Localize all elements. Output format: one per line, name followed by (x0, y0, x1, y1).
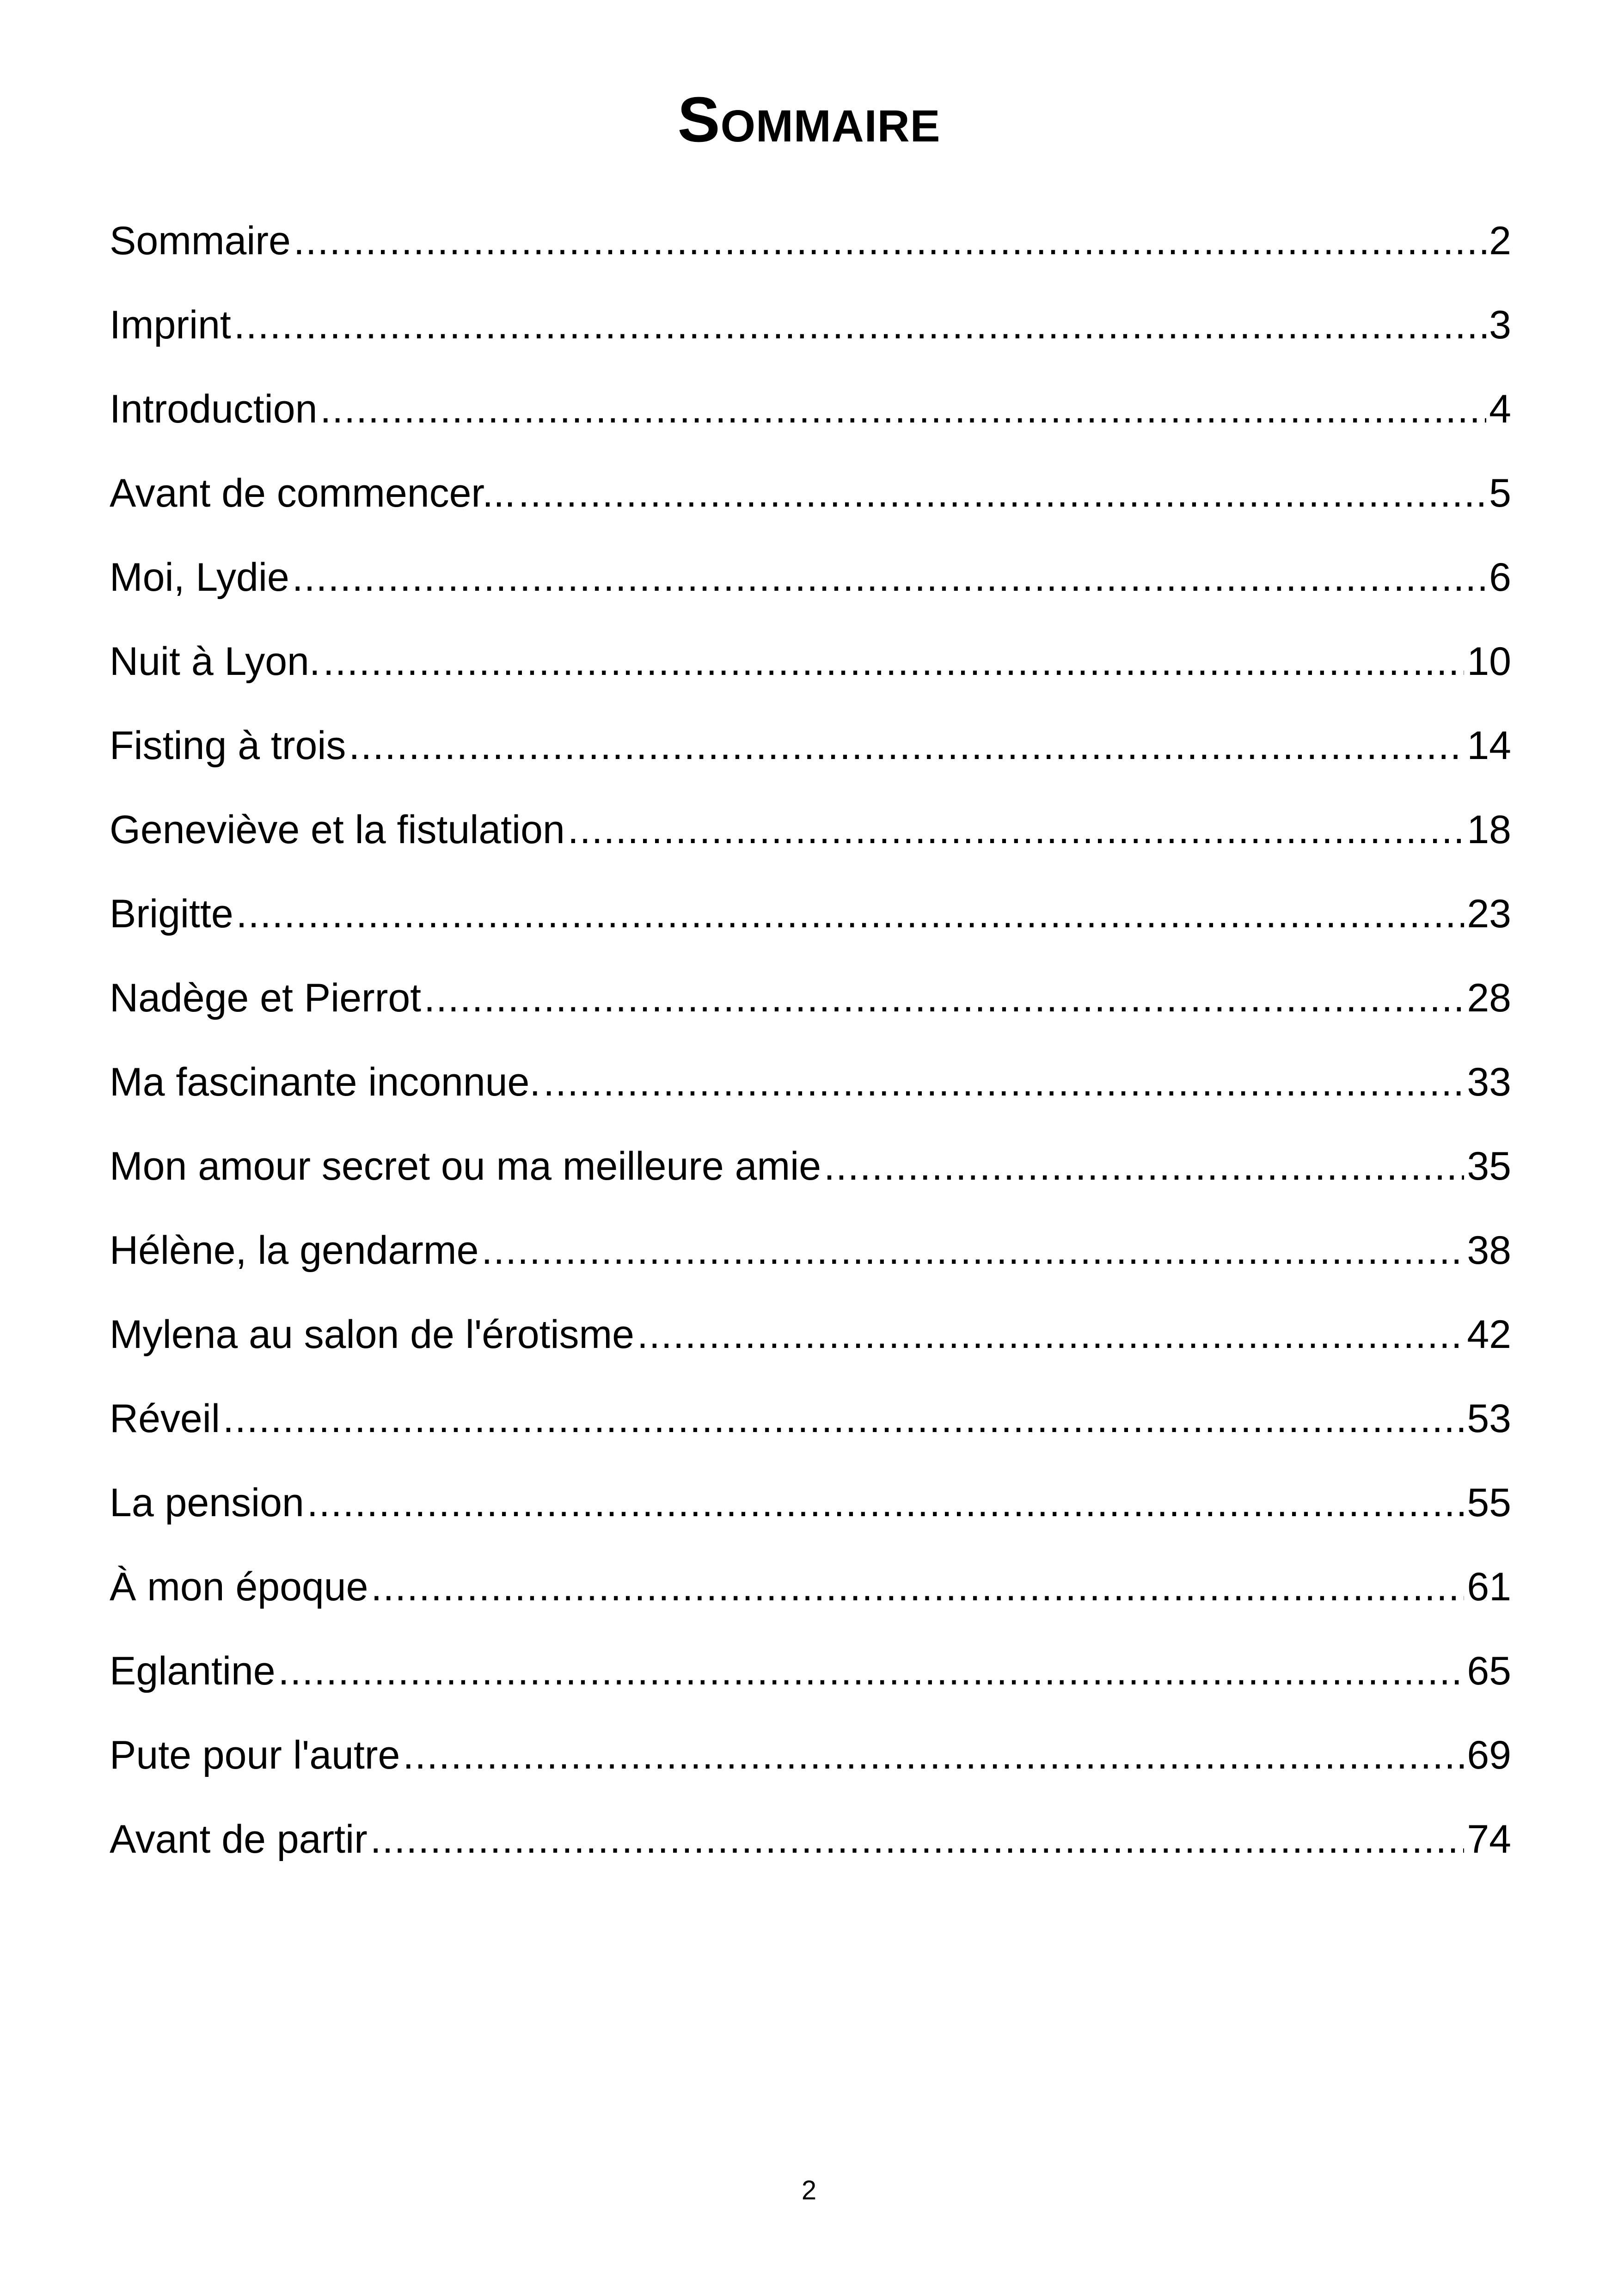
toc-entry-label: Pute pour l'autre (110, 1733, 400, 1777)
toc-entry-page: 35 (1467, 1144, 1511, 1188)
toc-entry-label: Imprint (110, 303, 231, 347)
toc-entry-page: 65 (1467, 1649, 1511, 1693)
page-title: Sommaire (677, 84, 941, 155)
toc-dot-leader (223, 1377, 1464, 1461)
toc-entry-page: 53 (1467, 1396, 1511, 1441)
toc-entry-label: Eglantine (110, 1649, 276, 1693)
toc-entry-page: 38 (1467, 1228, 1511, 1273)
toc-entry[interactable] (110, 619, 1511, 704)
toc-dot-leader (294, 199, 1486, 283)
toc-entry[interactable] (110, 1377, 1511, 1461)
toc-dot-leader (307, 1461, 1465, 1545)
toc-dot-leader (568, 788, 1465, 872)
toc-dot-leader (323, 619, 1465, 704)
toc-entry[interactable] (110, 1545, 1511, 1629)
table-of-contents (110, 199, 1511, 1881)
toc-entry[interactable] (110, 1629, 1511, 1713)
toc-dot-leader (403, 1713, 1464, 1797)
toc-entry-label: Mylena au salon de l'érotisme (110, 1312, 635, 1357)
toc-entry-label: Introduction (110, 387, 318, 431)
toc-entry[interactable] (110, 451, 1511, 535)
toc-entry-label: Avant de partir (110, 1817, 368, 1861)
toc-entry-label: Réveil (110, 1396, 220, 1441)
toc-entry[interactable] (110, 367, 1511, 451)
toc-dot-leader (637, 1292, 1464, 1377)
toc-entry-page: 6 (1489, 555, 1511, 600)
toc-entry[interactable] (110, 1292, 1511, 1377)
toc-entry[interactable] (110, 199, 1511, 283)
toc-entry-page: 10 (1467, 639, 1511, 684)
toc-entry[interactable] (110, 1713, 1511, 1797)
toc-entry-label: Fisting à trois (110, 723, 346, 768)
toc-entry[interactable] (110, 535, 1511, 619)
toc-entry-label: Hélène, la gendarme (110, 1228, 479, 1273)
toc-entry[interactable] (110, 704, 1511, 788)
toc-entry-page: 18 (1467, 808, 1511, 852)
toc-entry-label: Moi, Lydie (110, 555, 289, 600)
toc-entry-label: Mon amour secret ou ma meilleure amie (110, 1144, 821, 1188)
toc-entry-page: 14 (1467, 723, 1511, 768)
toc-entry[interactable] (110, 1461, 1511, 1545)
toc-entry-page: 5 (1489, 471, 1511, 515)
toc-dot-leader (278, 1629, 1465, 1713)
toc-entry-label: Avant de commencer... (110, 471, 515, 515)
toc-entry-page: 2 (1489, 219, 1511, 263)
toc-entry-page: 61 (1467, 1565, 1511, 1609)
toc-dot-leader (234, 283, 1486, 367)
toc-entry[interactable] (110, 283, 1511, 367)
toc-dot-leader (424, 956, 1464, 1040)
toc-dot-leader (518, 451, 1486, 535)
toc-entry[interactable] (110, 1040, 1511, 1124)
toc-dot-leader (370, 1797, 1465, 1881)
toc-entry-page: 28 (1467, 976, 1511, 1020)
toc-entry[interactable] (110, 1124, 1511, 1208)
toc-entry-page: 33 (1467, 1060, 1511, 1104)
toc-entry[interactable] (110, 872, 1511, 956)
toc-entry-label: Nuit à Lyon. (110, 639, 320, 684)
toc-entry-label: Nadège et Pierrot (110, 976, 422, 1020)
toc-entry[interactable] (110, 956, 1511, 1040)
toc-entry-label: Sommaire (110, 219, 291, 263)
toc-entry[interactable] (110, 788, 1511, 872)
toc-dot-leader (236, 872, 1465, 956)
toc-entry-label: Brigitte (110, 892, 233, 936)
toc-entry-label: La pension (110, 1481, 304, 1525)
toc-entry-page: 42 (1467, 1312, 1511, 1357)
toc-entry[interactable] (110, 1797, 1511, 1881)
toc-dot-leader (481, 1208, 1464, 1292)
toc-dot-leader (320, 367, 1486, 451)
toc-dot-leader (371, 1545, 1464, 1629)
toc-dot-leader (824, 1124, 1464, 1208)
toc-entry[interactable] (110, 1208, 1511, 1292)
toc-entry-label: À mon époque (110, 1565, 368, 1609)
toc-entry-page: 3 (1489, 303, 1511, 347)
toc-dot-leader (292, 535, 1486, 619)
toc-dot-leader (543, 1040, 1464, 1124)
toc-entry-page: 55 (1467, 1481, 1511, 1525)
toc-entry-label: Geneviève et la fistulation (110, 808, 565, 852)
toc-entry-page: 23 (1467, 892, 1511, 936)
toc-dot-leader (349, 704, 1464, 788)
toc-entry-label: Ma fascinante inconnue. (110, 1060, 541, 1104)
toc-entry-page: 4 (1489, 387, 1511, 431)
toc-entry-page: 74 (1467, 1817, 1511, 1861)
toc-entry-page: 69 (1467, 1733, 1511, 1777)
page-number: 2 (801, 2175, 817, 2205)
